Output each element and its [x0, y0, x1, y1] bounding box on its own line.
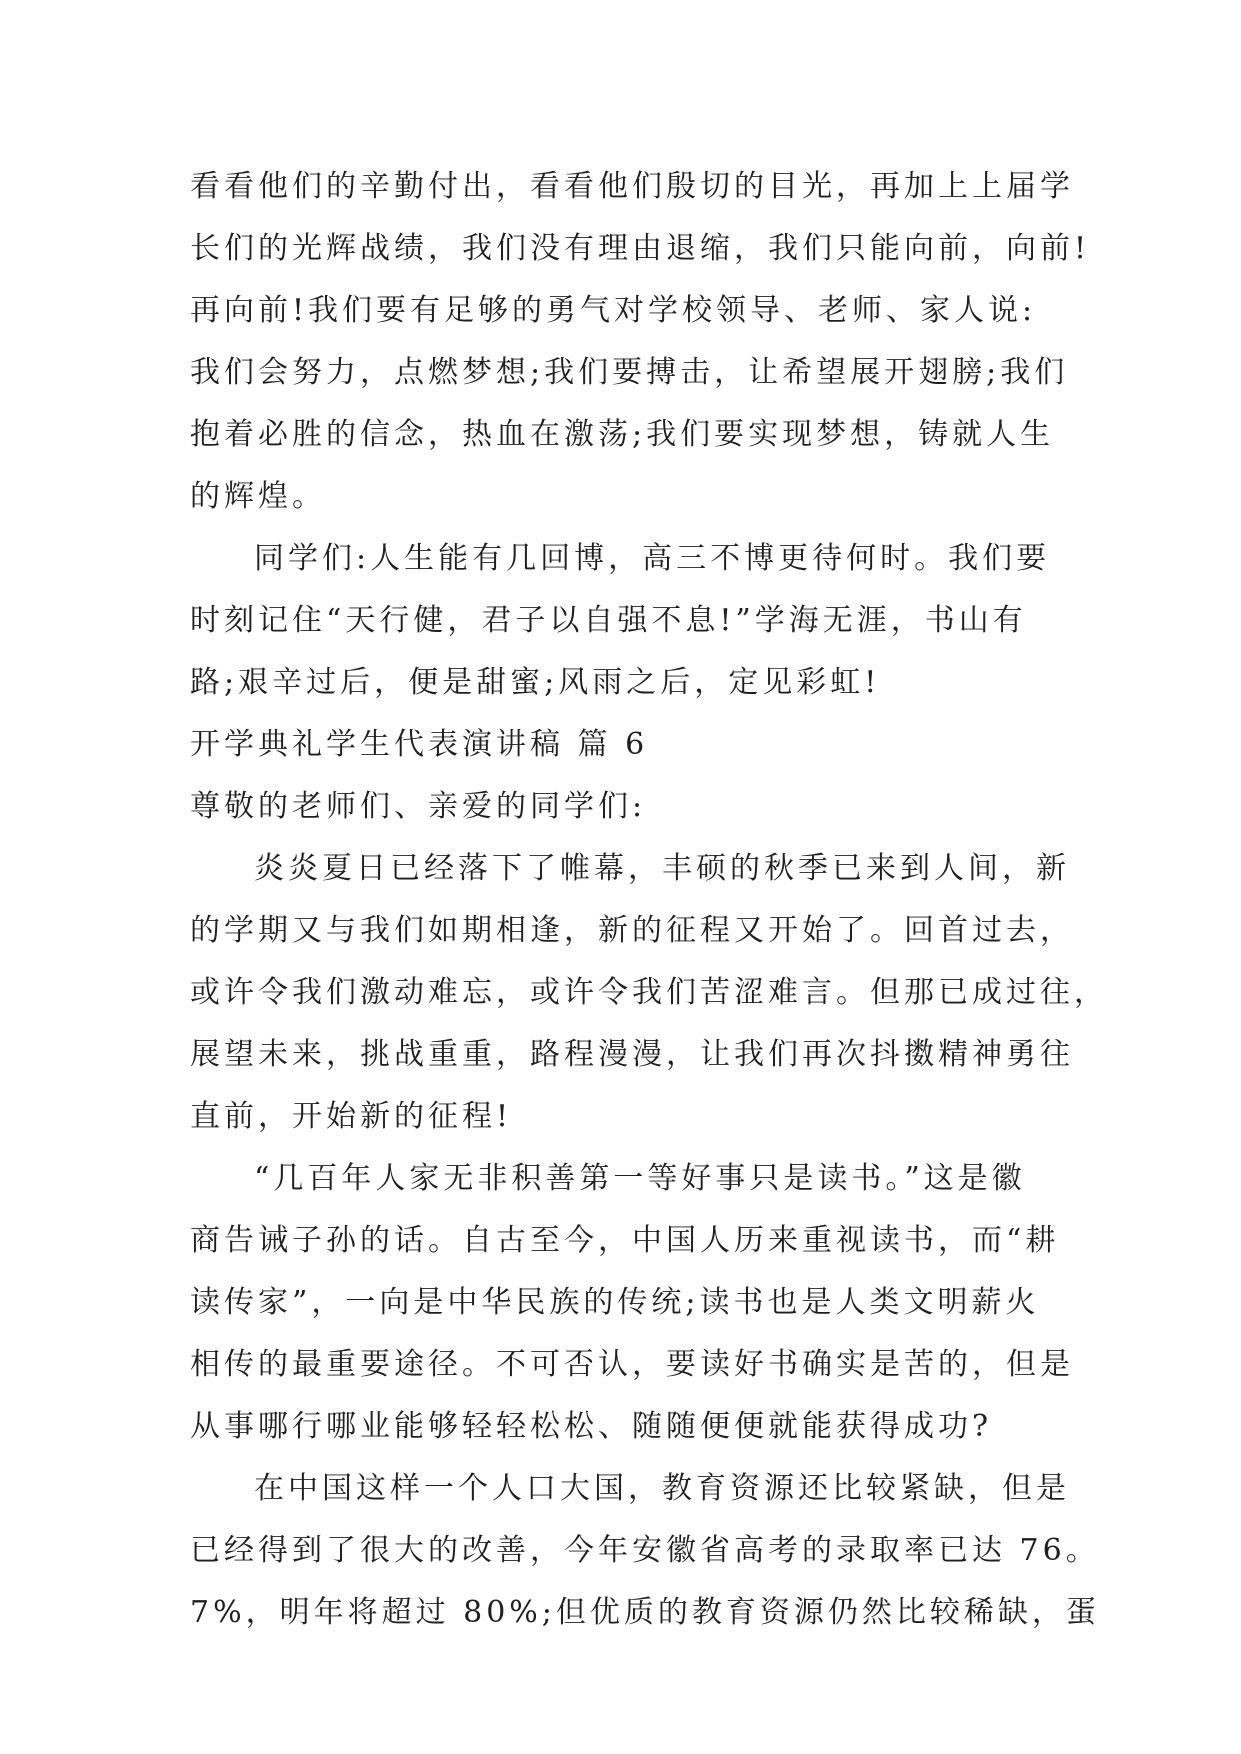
paragraph-start-line: 在中国这样一个人口大国，教育资源还比较紧缺，但是 — [254, 1471, 1070, 1506]
text-line: 看看他们的辛勤付出，看看他们殷切的目光，再加上上届学 — [190, 169, 1074, 204]
text-line: 我们会努力，点燃梦想;我们要搏击，让希望展开翅膀;我们 — [190, 355, 1069, 390]
paragraph-start-line: 炎炎夏日已经落下了帷幕，丰硕的秋季已来到人间，新 — [254, 851, 1070, 886]
text-line: 再向前!我们要有足够的勇气对学校领导、老师、家人说: — [190, 293, 1037, 328]
text-line: 的学期又与我们如期相逢，新的征程又开始了。回首过去， — [190, 913, 1074, 948]
text-line: 的辉煌。 — [190, 479, 326, 514]
text-line: 时刻记住“天行健，君子以自强不息!”学海无涯，书山有 — [190, 603, 1027, 638]
text-line: 路;艰辛过后，便是甜蜜;风雨之后，定见彩虹! — [190, 665, 881, 700]
text-line: 长们的光辉战绩，我们没有理由退缩，我们只能向前，向前! — [190, 231, 1091, 266]
document-body — [190, 156, 1108, 1644]
text-line: 读传家”，一向是中华民族的传统;读书也是人类文明薪火 — [190, 1285, 1040, 1320]
salutation-line: 尊敬的老师们、亲爱的同学们: — [190, 789, 647, 824]
text-line: 抱着必胜的信念，热血在激荡;我们要实现梦想，铸就人生 — [190, 417, 1055, 452]
text-line: 或许令我们激动难忘，或许令我们苦涩难言。但那已成过往， — [190, 975, 1108, 1010]
text-line: 展望未来，挑战重重，路程漫漫，让我们再次抖擞精神勇往 — [190, 1037, 1074, 1072]
paragraph-start-line: “几百年人家无非积善第一等好事只是读书。”这是徽 — [254, 1161, 1026, 1196]
text-line: 商告诫子孙的话。自古至今，中国人历来重视读书，而“耕 — [190, 1223, 1060, 1258]
text-line: 7%，明年将超过 80%;但优质的教育资源仍然比较稀缺，蛋 — [190, 1595, 1100, 1630]
text-line: 从事哪行哪业能够轻轻松松、随随便便就能获得成功? — [190, 1409, 993, 1444]
text-line: 直前，开始新的征程! — [190, 1099, 513, 1134]
paragraph-start-line: 同学们:人生能有几回博，高三不博更待何时。我们要 — [254, 541, 1051, 576]
text-line: 已经得到了很大的改善，今年安徽省高考的录取率已达 76。 — [190, 1533, 1100, 1568]
text-line: 相传的最重要途径。不可否认，要读好书确实是苦的，但是 — [190, 1347, 1074, 1382]
section-heading: 开学典礼学生代表演讲稿 篇 6 — [190, 727, 649, 762]
